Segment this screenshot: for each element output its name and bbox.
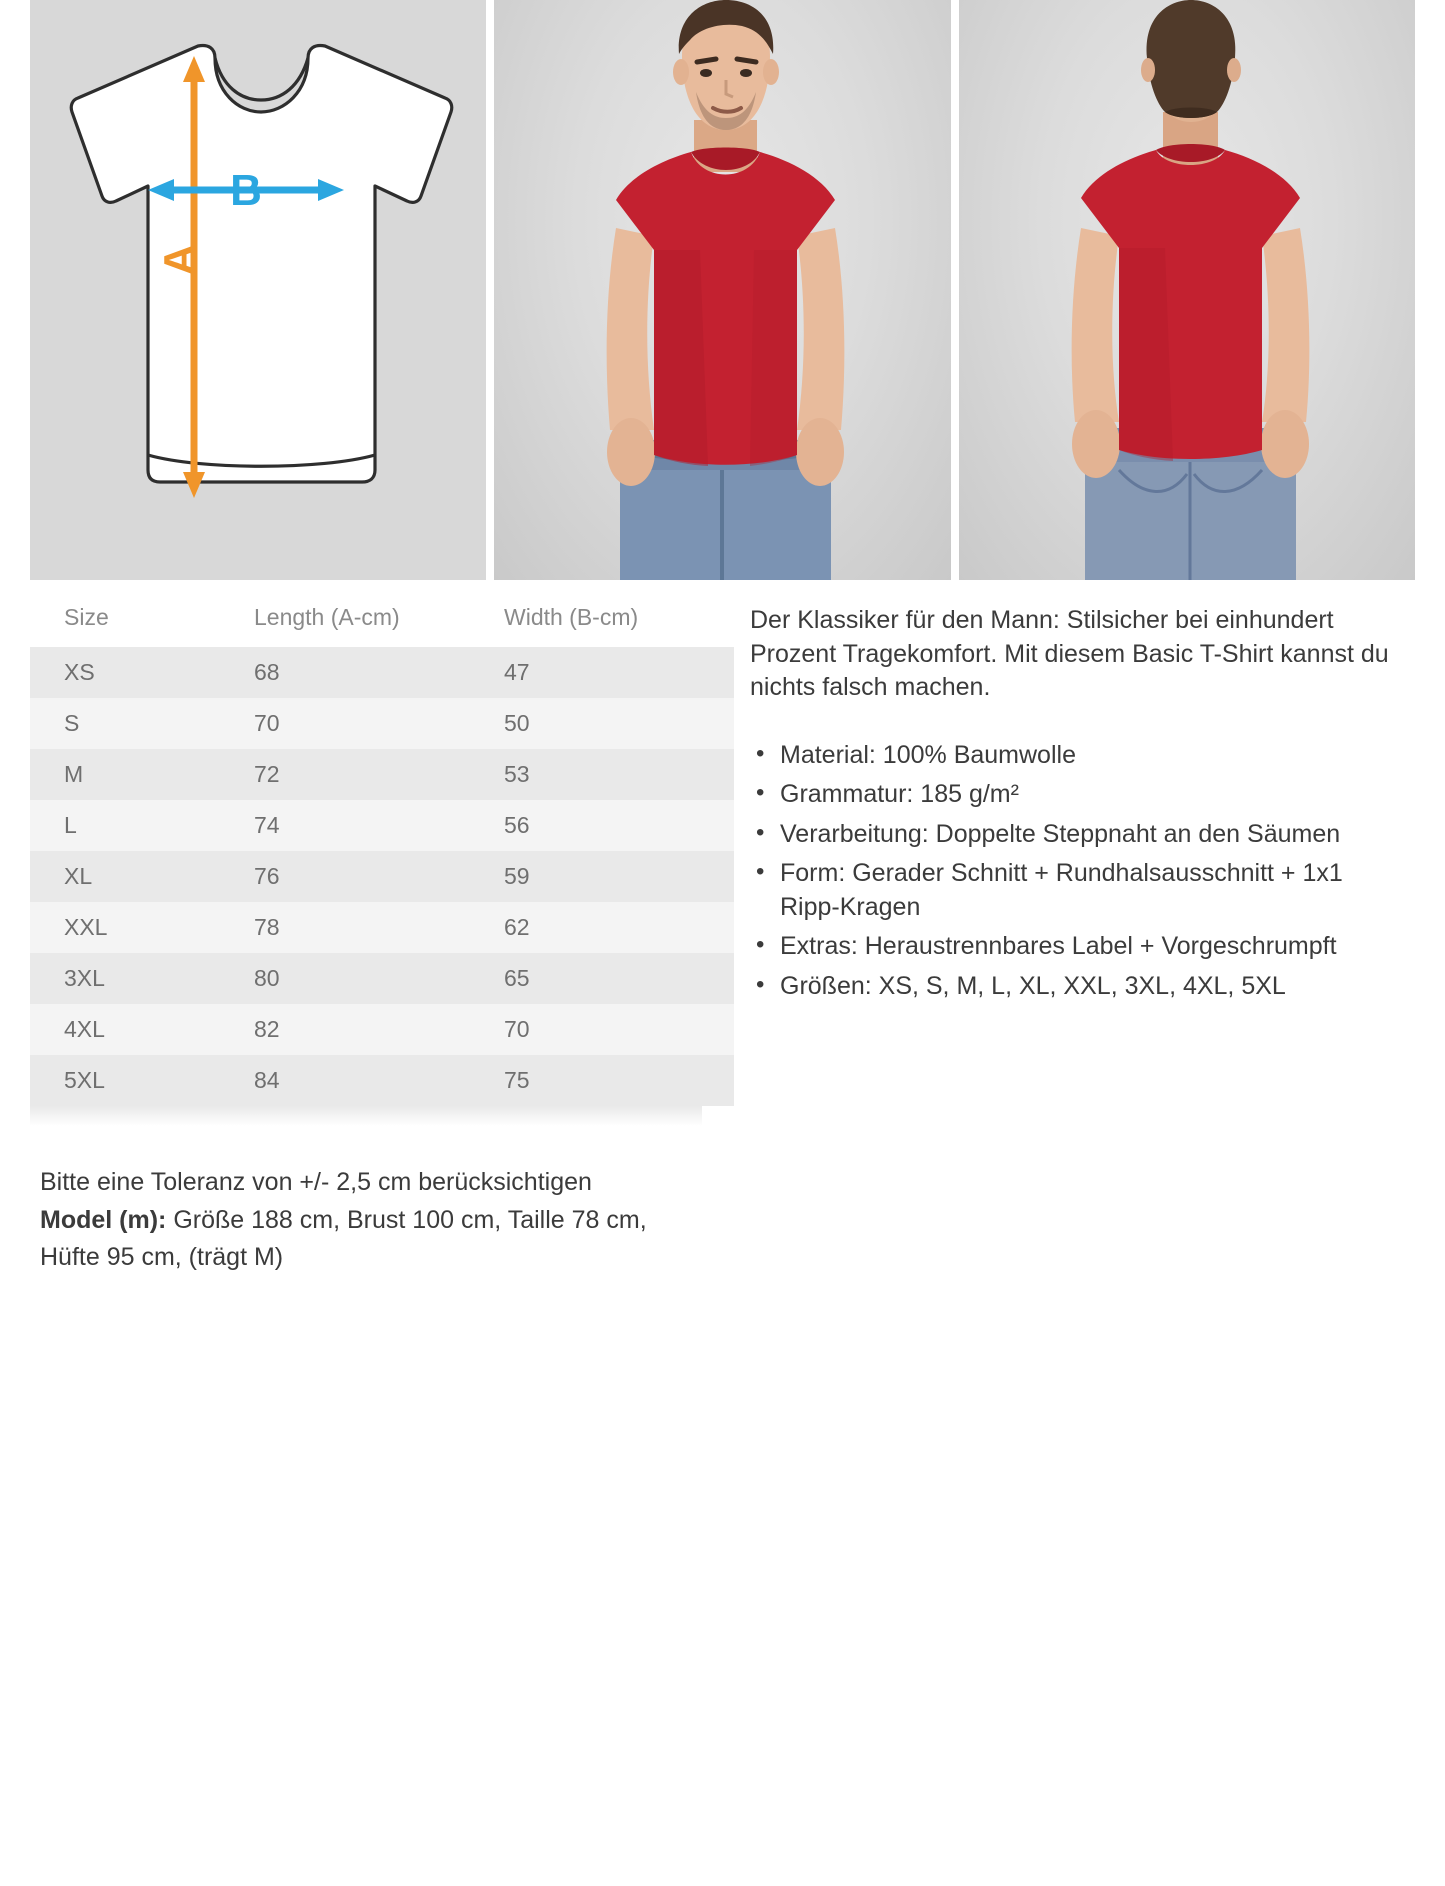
size-table-wrapper xyxy=(30,590,702,1126)
header-length: Length (A-cm) xyxy=(254,590,504,647)
cell-size: S xyxy=(30,698,254,749)
tolerance-note: Bitte eine Toleranz von +/- 2,5 cm berücksichtigen xyxy=(40,1168,592,1196)
list-item: • Größen: XS, S, M, L, XL, XXL, 3XL, 4XL, 5XL xyxy=(750,970,1400,1004)
cell-size: XS xyxy=(30,647,254,698)
cell-length: 78 xyxy=(254,902,504,953)
cell-width: 59 xyxy=(504,851,734,902)
size-table-header-row xyxy=(30,590,734,647)
header-size: Size xyxy=(30,590,254,647)
label-a: A xyxy=(155,244,204,276)
table-row xyxy=(30,1004,734,1055)
table-row xyxy=(30,902,734,953)
list-item: • Grammatur: 185 g/m² xyxy=(750,778,1400,812)
cell-length: 68 xyxy=(254,647,504,698)
list-item: • Material: 100% Baumwolle xyxy=(750,739,1400,773)
cell-width: 50 xyxy=(504,698,734,749)
cell-size: 4XL xyxy=(30,1004,254,1055)
cell-width: 53 xyxy=(504,749,734,800)
cell-size: 5XL xyxy=(30,1055,254,1106)
cell-length: 80 xyxy=(254,953,504,1004)
header-width: Width (B-cm) xyxy=(504,590,734,647)
table-bottom-fade xyxy=(30,1106,702,1126)
cell-width: 65 xyxy=(504,953,734,1004)
description-intro: Der Klassiker für den Mann: Stilsicher bei einhundert Prozent Tragekomfort. Mit diesem Basic T-Shirt kannst du nichts falsch machen. xyxy=(750,606,1389,701)
table-row xyxy=(30,749,734,800)
cell-size: XXL xyxy=(30,902,254,953)
size-diagram-image xyxy=(30,0,486,580)
product-content xyxy=(0,580,1445,1126)
product-description xyxy=(702,590,1415,1126)
model-front-illustration xyxy=(494,0,950,580)
size-table xyxy=(30,590,734,1106)
tshirt-schematic-svg xyxy=(30,0,486,580)
cell-size: 3XL xyxy=(30,953,254,1004)
cell-width: 70 xyxy=(504,1004,734,1055)
cell-length: 72 xyxy=(254,749,504,800)
cell-width: 62 xyxy=(504,902,734,953)
cell-length: 70 xyxy=(254,698,504,749)
cell-width: 56 xyxy=(504,800,734,851)
model-back-illustration xyxy=(959,0,1415,580)
label-b: B xyxy=(230,166,262,215)
table-row xyxy=(30,800,734,851)
product-image-row xyxy=(0,0,1445,580)
table-row xyxy=(30,851,734,902)
model-front-photo xyxy=(494,0,950,580)
table-row xyxy=(30,953,734,1004)
table-row xyxy=(30,698,734,749)
cell-size: L xyxy=(30,800,254,851)
table-row xyxy=(30,1055,734,1106)
cell-length: 82 xyxy=(254,1004,504,1055)
cell-size: M xyxy=(30,749,254,800)
cell-width: 47 xyxy=(504,647,734,698)
cell-width: 75 xyxy=(504,1055,734,1106)
model-note xyxy=(40,1202,670,1277)
feature-list xyxy=(750,739,1400,1004)
list-item: • Verarbeitung: Doppelte Steppnaht an den Säumen xyxy=(750,818,1400,852)
cell-length: 84 xyxy=(254,1055,504,1106)
model-details: Größe 188 cm, Brust 100 cm, Taille 78 cm, Hüfte 95 cm, (trägt M) xyxy=(40,1205,647,1271)
footnotes xyxy=(0,1126,700,1277)
list-item: • Form: Gerader Schnitt + Rundhalsausschnitt + 1x1 Ripp-Kragen xyxy=(750,857,1400,924)
list-item: • Extras: Heraustrennbares Label + Vorgeschrumpft xyxy=(750,930,1400,964)
cell-length: 76 xyxy=(254,851,504,902)
model-back-photo xyxy=(959,0,1415,580)
model-label: Model (m): xyxy=(40,1205,167,1234)
cell-size: XL xyxy=(30,851,254,902)
table-row xyxy=(30,647,734,698)
cell-length: 74 xyxy=(254,800,504,851)
